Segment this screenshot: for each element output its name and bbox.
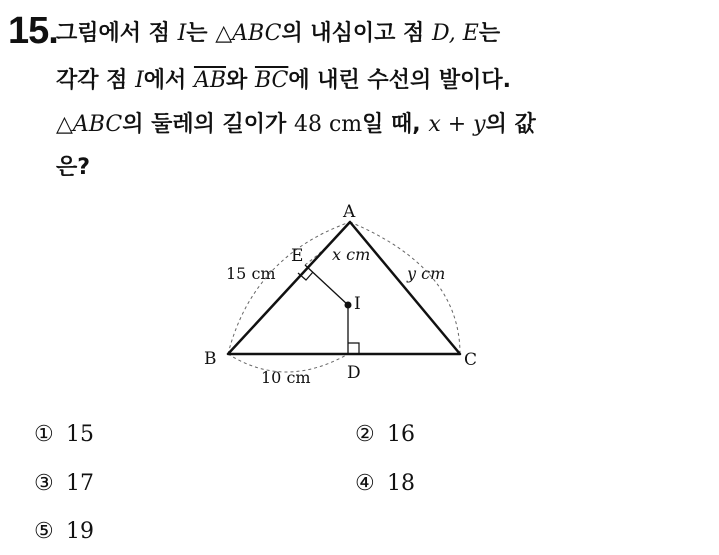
label-be: 15 cm [226, 264, 276, 283]
triangle-abc [228, 222, 460, 354]
label-d: D [347, 363, 361, 383]
question-line-2: 각각 점 I에서 $\overline{AB}$와 $\overline{BC}$에 내린 수선의 발이다. [56, 68, 511, 93]
label-a: A [343, 202, 356, 222]
question-line-4: 은? [56, 155, 91, 180]
choice-2[interactable]: ② 16 [355, 422, 415, 447]
choice-3[interactable]: ③ 17 [34, 471, 94, 496]
question-line-3: △ABC의 둘레의 길이가 48 cm일 때, x + y의 값 [56, 112, 536, 137]
question-line-1: 그림에서 점 I는 △ABC의 내심이고 점 D, E는 [56, 21, 501, 46]
choice-1[interactable]: ① 15 [34, 422, 94, 447]
question-number: 15. [8, 10, 58, 52]
right-angle-d [348, 343, 359, 354]
label-e: E [291, 246, 304, 266]
label-i: I [354, 294, 361, 314]
choice-4[interactable]: ④ 18 [355, 471, 415, 496]
label-bd: 10 cm [261, 368, 311, 387]
label-ae: x cm [332, 245, 371, 264]
choice-5[interactable]: ⑤ 19 [34, 519, 94, 544]
label-ac: y cm [407, 264, 446, 283]
label-c: C [464, 350, 478, 370]
segment-ab: $\overline{AB}$ [193, 68, 227, 93]
incenter-point [345, 302, 352, 309]
segment-bc: $\overline{BC}$ [254, 68, 289, 93]
segment-ie [305, 265, 348, 305]
triangle-figure [195, 198, 495, 398]
label-b: B [204, 349, 217, 369]
